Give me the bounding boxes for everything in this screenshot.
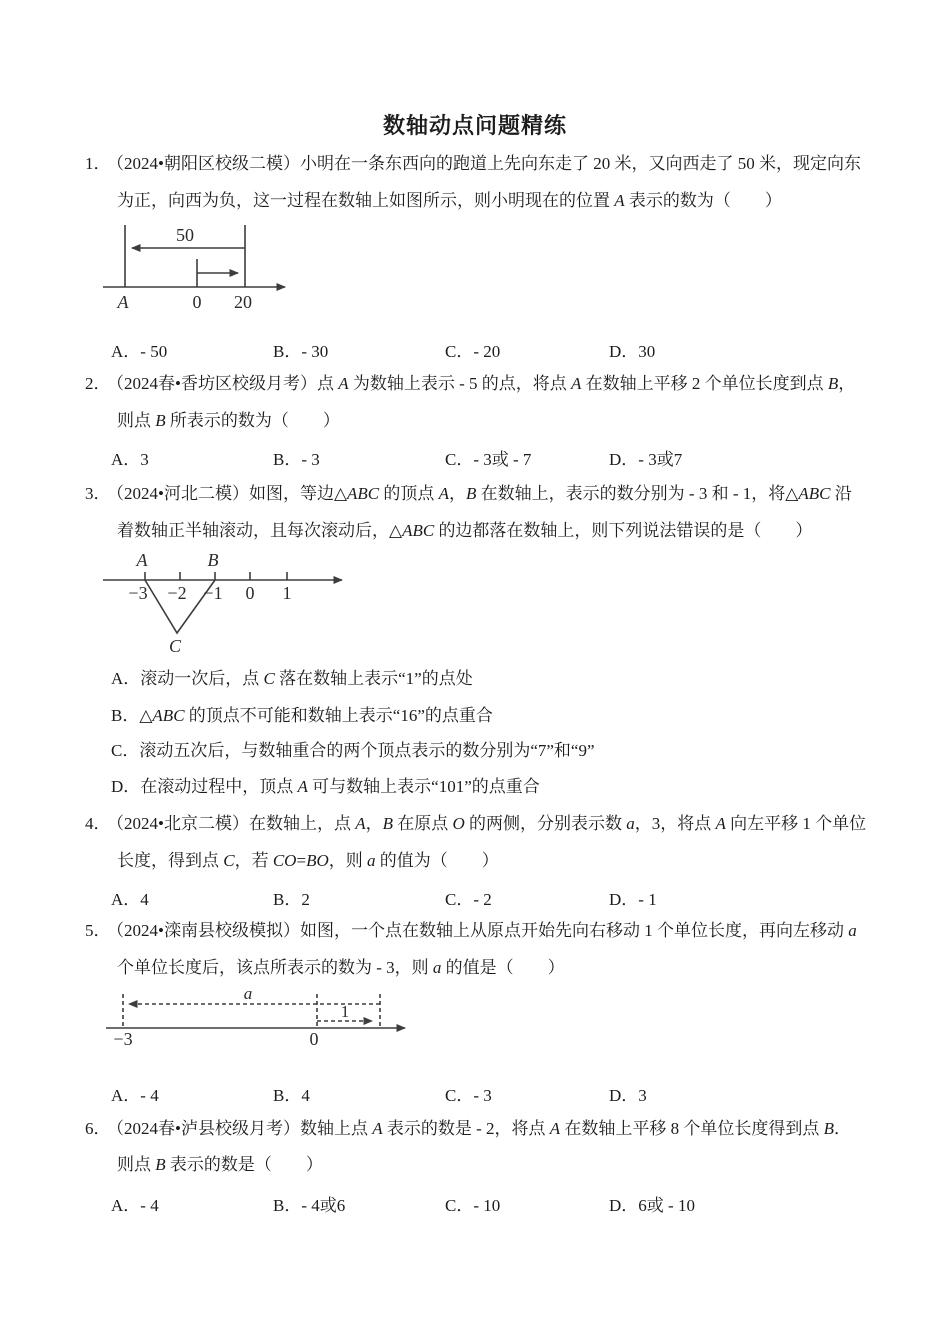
q5-label-1: 1 xyxy=(340,1002,350,1021)
q6-option-d: D．6或 - 10 xyxy=(609,1196,695,1215)
question-5-line-1 xyxy=(85,920,857,941)
q1-label-A: A xyxy=(117,292,129,312)
q5-label-a: a xyxy=(243,984,253,1003)
question-2-text: （2024春•香坊区校级月考）点 A 为数轴上表示 - 5 的点，将点 A 在数轴上平移 2 个单位长度到点 B， xyxy=(115,374,856,393)
q3-ticklabel-0: 0 xyxy=(245,583,255,603)
q1-option-b: B．- 30 xyxy=(273,342,329,361)
q5-ticklabel-neg3: −3 xyxy=(113,1029,133,1049)
question-6-number: 6． xyxy=(85,1119,111,1138)
question-1-line-2: 为正，向西为负，这一过程在数轴上如图所示，则小明现在的位置 A 表示的数为（ ） xyxy=(117,191,782,210)
question-3-number: 3． xyxy=(85,484,111,503)
question-3-line-2: 着数轴正半轴滚动，且每次滚动后，△ABC 的边都落在数轴上，则下列说法错误的是（ ） xyxy=(117,521,813,540)
q3-ticklabel-neg1: −1 xyxy=(203,583,223,603)
question-5-options xyxy=(0,1081,950,1103)
q5-option-c: C．- 3 xyxy=(445,1086,492,1105)
q6-option-a: A．- 4 xyxy=(111,1196,159,1215)
q3-vertex-C-label: C xyxy=(168,636,182,656)
q4-option-a: A．4 xyxy=(111,890,149,909)
question-6-line-2: 则点 B 表示的数是（ ） xyxy=(117,1155,323,1174)
q3-ticklabel-neg2: −2 xyxy=(167,583,187,603)
q3-vertex-A-label: A xyxy=(136,550,148,570)
q1-option-c: C．- 20 xyxy=(445,342,501,361)
q5-figure-numberline xyxy=(102,984,432,1050)
question-6-text: （2024春•泸县校级月考）数轴上点 A 表示的数是 - 2，将点 A 在数轴上平移 8 个单位长度得到点 B． xyxy=(115,1119,852,1138)
q6-option-b: B．- 4或6 xyxy=(273,1196,346,1215)
q1-label-0: 0 xyxy=(192,292,202,312)
q1-label-20: 20 xyxy=(234,292,252,312)
q2-option-d: D．- 3或7 xyxy=(609,450,683,469)
question-3-text: （2024•河北二模）如图，等边△ABC 的顶点 A，B 在数轴上，表示的数分别为 - 3 和 - 1，将△ABC 沿 xyxy=(115,484,852,503)
q5-option-b: B．4 xyxy=(273,1086,310,1105)
q2-option-c: C．- 3或 - 7 xyxy=(445,450,532,469)
question-4-options xyxy=(0,885,950,907)
question-5-text: （2024•滦南县校级模拟）如图，一个点在数轴上从原点开始先向右移动 1 个单位长度，再向左移动 a xyxy=(115,921,857,940)
question-1-options xyxy=(0,337,950,359)
q3-ticklabel-neg3: −3 xyxy=(128,583,148,603)
q5-ticklabel-0: 0 xyxy=(309,1029,319,1049)
q5-option-d: D．3 xyxy=(609,1086,647,1105)
question-2-number: 2． xyxy=(85,374,111,393)
question-4-text: （2024•北京二模）在数轴上，点 A，B 在原点 O 的两侧，分别表示数 a，3，将点 A 向左平移 1 个单位 xyxy=(115,814,867,833)
q3-figure-triangle-numberline xyxy=(95,552,365,660)
question-6-options xyxy=(0,1191,950,1213)
question-2-options xyxy=(0,445,950,467)
q1-figure-numberline xyxy=(95,222,305,320)
q1-label-50: 50 xyxy=(176,225,194,245)
question-5-number: 5． xyxy=(85,921,111,940)
question-6-line-1 xyxy=(85,1118,851,1139)
question-1-number: 1． xyxy=(85,154,111,173)
q1-option-d: D．30 xyxy=(609,342,656,361)
question-4-number: 4． xyxy=(85,814,111,833)
question-1-line-1 xyxy=(85,153,861,174)
q2-option-a: A．3 xyxy=(111,450,149,469)
q4-option-c: C．- 2 xyxy=(445,890,492,909)
q4-option-b: B．2 xyxy=(273,890,310,909)
question-2-line-1 xyxy=(85,373,855,394)
question-1-text: （2024•朝阳区校级二模）小明在一条东西向的跑道上先向东走了 20 米，又向西走了 50 米，现定向东 xyxy=(115,154,861,173)
q3-ticklabel-1: 1 xyxy=(282,583,292,603)
q3-option-d: D．在滚动过程中，顶点 A 可与数轴上表示“101”的点重合 xyxy=(111,777,540,796)
q6-option-c: C．- 10 xyxy=(445,1196,501,1215)
q3-option-c: C．滚动五次后，与数轴重合的两个顶点表示的数分别为“7”和“9” xyxy=(111,741,595,760)
q4-option-d: D．- 1 xyxy=(609,890,657,909)
q1-option-a: A．- 50 xyxy=(111,342,168,361)
page-title: 数轴动点问题精练 xyxy=(382,113,567,138)
question-2-line-2: 则点 B 所表示的数为（ ） xyxy=(117,411,340,430)
q2-option-b: B．- 3 xyxy=(273,450,320,469)
q3-option-a: A．滚动一次后，点 C 落在数轴上表示“1”的点处 xyxy=(111,669,473,688)
question-5-line-2: 个单位长度后，该点所表示的数为 - 3，则 a 的值是（ ） xyxy=(117,958,565,977)
question-3-line-1 xyxy=(85,483,852,504)
q3-vertex-B-label: B xyxy=(207,550,219,570)
q3-option-b: B．△ABC 的顶点不可能和数轴上表示“16”的点重合 xyxy=(111,706,493,725)
question-4-line-2: 长度，得到点 C，若 CO=BO，则 a 的值为（ ） xyxy=(117,851,499,870)
q5-option-a: A．- 4 xyxy=(111,1086,159,1105)
question-4-line-1 xyxy=(85,813,866,834)
